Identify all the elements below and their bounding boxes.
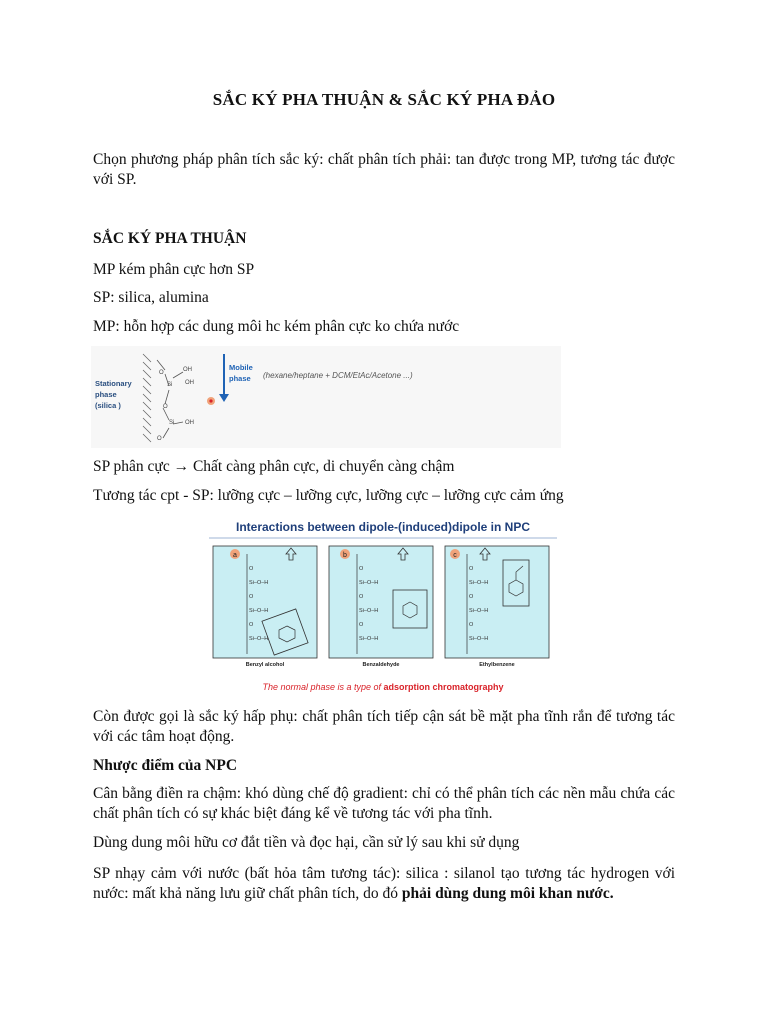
drawback-3-text: SP nhạy cảm với nước (bất hỏa tâm tương tác): silica : silanol tạo tương tác hydrogen với nước: mất khả năng lưu giữ chất phân tích, do đó [93,865,675,902]
svg-text:O: O [249,594,254,600]
oxygen-label-3: O [157,436,162,442]
mp-mixture-line: MP: hỗn hợp các dung môi hc kém phân cực ko chứa nước [93,318,460,335]
caption-bold-text: adsorption chromatography [383,682,504,692]
oxygen-label-1: O [159,370,164,376]
svg-text:O: O [359,594,364,600]
svg-text:O: O [359,622,364,628]
panel-a-label: a [233,552,237,559]
svg-text:Si–O–H: Si–O–H [249,580,269,586]
stationary-label-line3: (silica ) [95,401,121,410]
benzyl-alcohol-label: Benzyl alcohol [245,662,285,668]
sp-line: SP: silica, alumina [93,289,209,306]
figure-caption [262,682,503,692]
svg-text:Si–O–H: Si–O–H [359,636,379,642]
intro-paragraph: Chọn phương pháp phân tích sắc ký: chất phân tích phải: tan được trong MP, tương tác được với SP. [93,151,675,188]
interaction-line: Tương tác cpt - SP: lưỡng cực – lưỡng cực, lưỡng cực – lưỡng cực cảm ứng [93,487,564,504]
mp-line: MP kém phân cực hơn SP [93,261,255,278]
mobile-label-line2: phase [229,374,251,383]
silicon-label-2: Si [169,420,175,426]
panel-b [329,546,433,668]
svg-text:Si–O–H: Si–O–H [249,636,269,642]
stationary-label-line2: phase [95,390,117,399]
svg-text:Si–O–H: Si–O–H [469,608,489,614]
drawback-paragraph-3 [93,864,675,904]
caption-normal-text: The normal phase is a type of [262,682,384,692]
silicon-label-1: Si [167,382,173,388]
figure-title: Interactions between dipole-(induced)dipole in NPC [235,520,531,534]
document-title: SẮC KÝ PHA THUẬN & SẮC KÝ PHA ĐẢO [212,90,556,109]
drawback-3-emphasis: phải dùng dung môi khan nước. [401,885,614,902]
panel-c-label: c [453,552,457,559]
hydroxyl-label-1: OH [183,367,192,373]
svg-text:O: O [359,566,364,572]
panel-b-label: b [343,552,347,559]
mobile-label-line1: Mobile [229,363,253,372]
ethylbenzene-label: Ethylbenzene [479,662,515,668]
drawback-heading: Nhược điểm của NPC [93,757,238,774]
svg-text:Si–O–H: Si–O–H [249,608,269,614]
drawback-paragraph-2: Dùng dung môi hữu cơ đắt tiền và đọc hại, cần sử lý sau khi sử dụng [93,834,520,851]
npc-heading: SẮC KÝ PHA THUẬN [93,230,247,247]
svg-text:Si–O–H: Si–O–H [469,580,489,586]
solvent-list: (hexane/heptane + DCM/EtAc/Acetone ...) [263,371,413,380]
benzaldehyde-label: Benzaldehyde [362,662,400,668]
svg-text:Si–O–H: Si–O–H [359,608,379,614]
adsorption-paragraph: Còn được gọi là sắc ký hấp phụ: chất phân tích tiếp cận sát bề mặt pha tĩnh rắn để tương tác với các tâm hoạt động. [93,708,675,745]
oxygen-label-2: O [163,404,168,410]
stationary-mobile-phase-figure [91,346,561,448]
hydroxyl-label-2: OH [185,380,194,386]
svg-text:O: O [469,622,474,628]
svg-text:O: O [469,566,474,572]
panel-a [213,546,317,668]
dipole-interaction-figure [205,514,561,698]
hydroxyl-label-3: OH [185,420,194,426]
svg-text:Si–O–H: Si–O–H [469,636,489,642]
panel-c [445,546,549,668]
drawback-paragraph-1: Cân bằng điền ra chậm: khó dùng chế độ gradient: chỉ có thể phân tích các nền mẫu chứa các chất phân tích có sự khác biệt đáng kể về tương tác với pha tĩnh. [93,785,675,822]
sp-polar-line: SP phân cực → Chất càng phân cực, di chuyển càng chậm [93,458,455,475]
stationary-label-line1: Stationary [95,379,132,388]
svg-text:O: O [249,566,254,572]
svg-text:Si–O–H: Si–O–H [359,580,379,586]
svg-text:O: O [249,622,254,628]
svg-text:O: O [469,594,474,600]
